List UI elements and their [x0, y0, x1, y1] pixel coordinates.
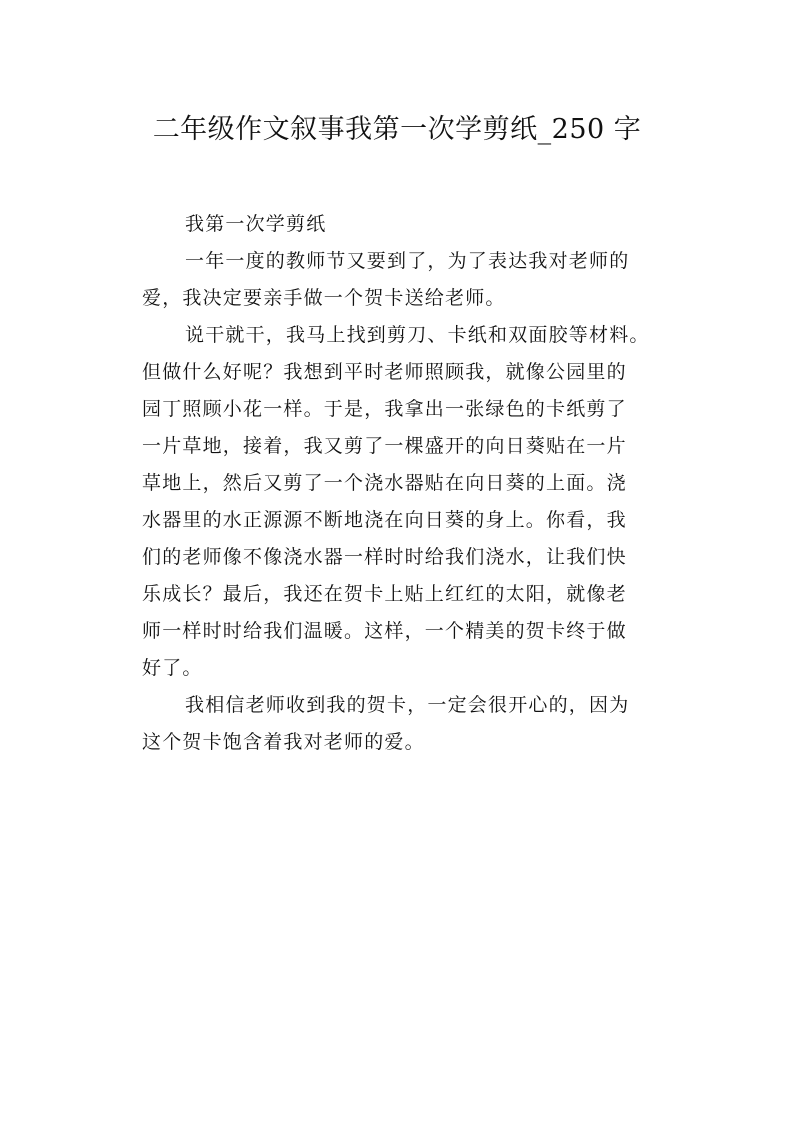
paragraph-line: 乐成长？最后，我还在贺卡上贴上红红的太阳，就像老: [142, 583, 627, 605]
essay-subtitle: 我第一次学剪纸: [185, 213, 327, 235]
paragraph-line: 但做什么好呢？我想到平时老师照顾我，就像公园里的: [142, 361, 627, 383]
paragraph-line: 一年一度的教师节又要到了，为了表达我对老师的: [185, 250, 630, 272]
paragraph-line: 好了。: [142, 657, 203, 679]
paragraph-line: 这个贺卡饱含着我对老师的爱。: [142, 731, 425, 753]
paragraph-line: 说干就干，我马上找到剪刀、卡纸和双面胶等材料。: [185, 324, 650, 346]
paragraph-3: [142, 687, 672, 761]
paragraph-1: [142, 243, 672, 317]
paragraph-line: 师一样时时给我们温暖。这样，一个精美的贺卡终于做: [142, 620, 627, 642]
document-body: [142, 206, 672, 761]
paragraph-line: 爱，我决定要亲手做一个贺卡送给老师。: [142, 287, 506, 309]
paragraph-line: 水器里的水正源源不断地浇在向日葵的身上。你看，我: [142, 509, 627, 531]
paragraph-line: 我相信老师收到我的贺卡，一定会很开心的，因为: [185, 694, 630, 716]
paragraph-line: 园丁照顾小花一样。于是，我拿出一张绿色的卡纸剪了: [142, 398, 627, 420]
document-title: 二年级作文叙事我第一次学剪纸_250 字: [152, 114, 642, 145]
paragraph-line: 一片草地，接着，我又剪了一棵盛开的向日葵贴在一片: [142, 435, 627, 457]
paragraph-2: [142, 317, 672, 687]
paragraph-line: 草地上，然后又剪了一个浇水器贴在向日葵的上面。浇: [142, 472, 627, 494]
paragraph-line: 们的老师像不像浇水器一样时时给我们浇水，让我们快: [142, 546, 627, 568]
